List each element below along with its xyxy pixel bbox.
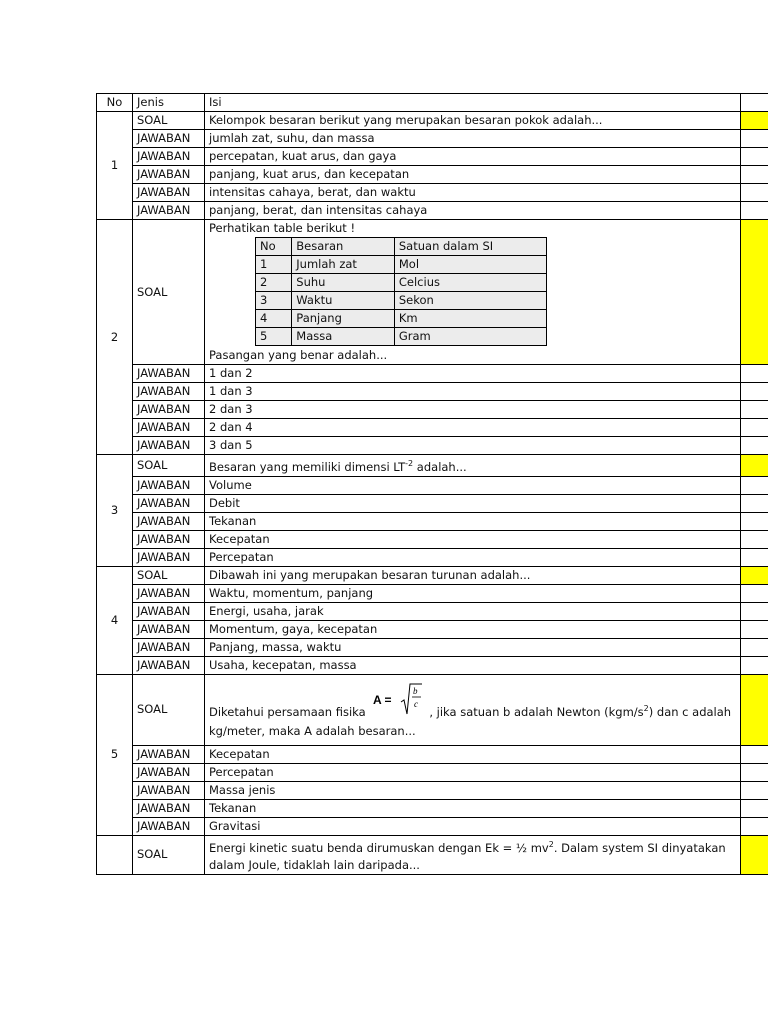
answer-key-cell[interactable] <box>741 419 768 437</box>
row-type: SOAL <box>133 455 205 477</box>
answer-key-cell[interactable] <box>741 512 768 530</box>
question-line: dalam Joule, tidaklah lain daripada... <box>209 857 420 872</box>
row-type: JAWABAN <box>133 419 205 437</box>
row-type: JAWABAN <box>133 602 205 620</box>
answer-key-cell[interactable] <box>741 638 768 656</box>
row-type: JAWABAN <box>133 548 205 566</box>
embedded-header-cell: Satuan dalam SI <box>394 238 546 256</box>
answer-key-cell[interactable] <box>741 401 768 419</box>
table-row <box>97 781 768 799</box>
question-number <box>97 835 133 874</box>
answer-text: 2 dan 3 <box>205 401 741 419</box>
embedded-cell: 2 <box>256 274 292 292</box>
question-text-part: . Dalam system SI dinyatakan <box>553 840 726 855</box>
question-number: 1 <box>97 112 133 220</box>
svg-text:A =: A = <box>373 692 392 707</box>
answer-key-cell[interactable] <box>741 365 768 383</box>
answer-text: jumlah zat, suhu, dan massa <box>205 130 741 148</box>
table-row <box>97 763 768 781</box>
row-type: JAWABAN <box>133 763 205 781</box>
answer-text: Kecepatan <box>205 745 741 763</box>
row-type: JAWABAN <box>133 620 205 638</box>
embedded-cell: Sekon <box>394 292 546 310</box>
question-text-part: , jika satuan b adalah Newton (kgm/s <box>429 704 644 719</box>
row-type: JAWABAN <box>133 383 205 401</box>
table-row <box>97 745 768 763</box>
question-text: Dibawah ini yang merupakan besaran turunan adalah... <box>205 566 741 584</box>
table-row <box>97 584 768 602</box>
embedded-cell: Mol <box>394 256 546 274</box>
question-number: 2 <box>97 220 133 455</box>
row-type: SOAL <box>133 112 205 130</box>
embedded-cell: 3 <box>256 292 292 310</box>
answer-key-cell[interactable] <box>741 584 768 602</box>
table-row <box>97 656 768 674</box>
table-row <box>97 166 768 184</box>
answer-key-cell[interactable] <box>741 602 768 620</box>
superscript: 2 <box>643 704 649 713</box>
question-text <box>205 674 741 745</box>
question-number: 3 <box>97 455 133 567</box>
answer-text: Kecepatan <box>205 530 741 548</box>
table-row <box>97 220 768 365</box>
table-row <box>97 512 768 530</box>
table-row <box>97 620 768 638</box>
answer-text: Momentum, gaya, kecepatan <box>205 620 741 638</box>
embedded-table-row <box>256 256 547 274</box>
embedded-cell: Gram <box>394 328 546 346</box>
table-row <box>97 383 768 401</box>
question-table <box>96 93 768 875</box>
row-type: JAWABAN <box>133 799 205 817</box>
answer-key-cell[interactable] <box>741 817 768 835</box>
answer-key-cell[interactable] <box>741 656 768 674</box>
table-row <box>97 202 768 220</box>
embedded-table-header <box>256 238 547 256</box>
embedded-cell: Suhu <box>292 274 395 292</box>
question-line <box>209 680 736 723</box>
embedded-table-row <box>256 292 547 310</box>
answer-text: intensitas cahaya, berat, dan waktu <box>205 184 741 202</box>
answer-text: Tekanan <box>205 799 741 817</box>
question-line: kg/meter, maka A adalah besaran... <box>209 723 416 738</box>
answer-key-cell[interactable] <box>741 166 768 184</box>
answer-text: panjang, berat, dan intensitas cahaya <box>205 202 741 220</box>
answer-text: panjang, kuat arus, dan kecepatan <box>205 166 741 184</box>
row-type: JAWABAN <box>133 184 205 202</box>
answer-key-cell[interactable] <box>741 763 768 781</box>
row-type: JAWABAN <box>133 148 205 166</box>
answer-key-cell[interactable] <box>741 674 768 745</box>
row-type: JAWABAN <box>133 745 205 763</box>
question-intro: Perhatikan table berikut ! <box>209 221 356 235</box>
table-row <box>97 799 768 817</box>
embedded-table <box>255 237 547 346</box>
table-row <box>97 419 768 437</box>
embedded-header-cell: No <box>256 238 292 256</box>
row-type: JAWABAN <box>133 130 205 148</box>
answer-text: Percepatan <box>205 763 741 781</box>
answer-text: 2 dan 4 <box>205 419 741 437</box>
answer-key-cell[interactable] <box>741 566 768 584</box>
embedded-cell: 5 <box>256 328 292 346</box>
answer-text: Volume <box>205 476 741 494</box>
answer-text: Percepatan <box>205 548 741 566</box>
answer-key-cell[interactable] <box>741 745 768 763</box>
table-row <box>97 638 768 656</box>
embedded-cell: Celcius <box>394 274 546 292</box>
header-no: No <box>97 94 133 112</box>
answer-key-cell[interactable] <box>741 383 768 401</box>
embedded-cell: 1 <box>256 256 292 274</box>
answer-key-cell[interactable] <box>741 799 768 817</box>
table-row <box>97 437 768 455</box>
embedded-cell: Massa <box>292 328 395 346</box>
row-type: SOAL <box>133 566 205 584</box>
header-key-cell[interactable] <box>741 94 768 112</box>
embedded-table-row <box>256 310 547 328</box>
answer-text: Massa jenis <box>205 781 741 799</box>
svg-text:b: b <box>413 685 418 696</box>
row-type: JAWABAN <box>133 512 205 530</box>
question-number: 4 <box>97 566 133 674</box>
answer-key-cell[interactable] <box>741 112 768 130</box>
question-text-part: adalah... <box>413 459 467 474</box>
sqrt-formula-icon <box>373 680 423 718</box>
row-type: JAWABAN <box>133 656 205 674</box>
question-text <box>205 455 741 477</box>
question-content <box>205 220 741 365</box>
answer-key-cell[interactable] <box>741 220 768 365</box>
embedded-table-row <box>256 328 547 346</box>
embedded-table-row <box>256 274 547 292</box>
answer-key-cell[interactable] <box>741 494 768 512</box>
table-row <box>97 602 768 620</box>
answer-key-cell[interactable] <box>741 130 768 148</box>
embedded-cell: Panjang <box>292 310 395 328</box>
question-number: 5 <box>97 674 133 835</box>
table-row <box>97 548 768 566</box>
question-sheet <box>96 93 768 929</box>
answer-text: percepatan, kuat arus, dan gaya <box>205 148 741 166</box>
row-type: SOAL <box>133 674 205 745</box>
answer-key-cell[interactable] <box>741 620 768 638</box>
question-text <box>205 835 741 874</box>
answer-key-cell[interactable] <box>741 437 768 455</box>
row-type: JAWABAN <box>133 437 205 455</box>
superscript: -2 <box>405 459 414 468</box>
question-text-part: Besaran yang memiliki dimensi LT <box>209 459 406 474</box>
question-text-part: ) dan c adalah <box>648 704 732 719</box>
answer-key-cell[interactable] <box>741 455 768 477</box>
row-type: JAWABAN <box>133 817 205 835</box>
embedded-header-cell: Besaran <box>292 238 395 256</box>
table-row <box>97 817 768 835</box>
row-type: JAWABAN <box>133 638 205 656</box>
header-jenis: Jenis <box>133 94 205 112</box>
question-text: Kelompok besaran berikut yang merupakan besaran pokok adalah... <box>205 112 741 130</box>
table-row <box>97 835 768 874</box>
row-type: SOAL <box>133 220 205 365</box>
table-row <box>97 184 768 202</box>
table-row <box>97 401 768 419</box>
header-row <box>97 94 768 112</box>
answer-key-cell[interactable] <box>741 530 768 548</box>
question-line <box>209 836 736 857</box>
answer-key-cell[interactable] <box>741 781 768 799</box>
table-row <box>97 112 768 130</box>
answer-text: Panjang, massa, waktu <box>205 638 741 656</box>
row-type: JAWABAN <box>133 530 205 548</box>
table-row <box>97 566 768 584</box>
answer-text: Debit <box>205 494 741 512</box>
table-row <box>97 148 768 166</box>
embedded-cell: Jumlah zat <box>292 256 395 274</box>
answer-text: 1 dan 2 <box>205 365 741 383</box>
row-type: JAWABAN <box>133 476 205 494</box>
answer-text: Waktu, momentum, panjang <box>205 584 741 602</box>
answer-key-cell[interactable] <box>741 835 768 874</box>
table-row <box>97 674 768 745</box>
answer-key-cell[interactable] <box>741 548 768 566</box>
header-isi: Isi <box>205 94 741 112</box>
row-type: JAWABAN <box>133 365 205 383</box>
answer-text: Gravitasi <box>205 817 741 835</box>
row-type: JAWABAN <box>133 584 205 602</box>
answer-text: 1 dan 3 <box>205 383 741 401</box>
table-row <box>97 365 768 383</box>
table-row <box>97 494 768 512</box>
svg-text:c: c <box>414 698 419 709</box>
table-row <box>97 130 768 148</box>
answer-key-cell[interactable] <box>741 148 768 166</box>
answer-text: Tekanan <box>205 512 741 530</box>
answer-key-cell[interactable] <box>741 476 768 494</box>
answer-text: Usaha, kecepatan, massa <box>205 656 741 674</box>
answer-key-cell[interactable] <box>741 202 768 220</box>
row-type: JAWABAN <box>133 401 205 419</box>
embedded-cell: Waktu <box>292 292 395 310</box>
row-type: SOAL <box>133 835 205 874</box>
question-text-part: Diketahui persamaan fisika <box>209 704 366 719</box>
row-type: JAWABAN <box>133 166 205 184</box>
row-type: JAWABAN <box>133 494 205 512</box>
table-row <box>97 530 768 548</box>
row-type: JAWABAN <box>133 781 205 799</box>
embedded-cell: 4 <box>256 310 292 328</box>
table-row <box>97 476 768 494</box>
answer-text: Energi, usaha, jarak <box>205 602 741 620</box>
row-type: JAWABAN <box>133 202 205 220</box>
table-row <box>97 455 768 477</box>
embedded-cell: Km <box>394 310 546 328</box>
formula-image <box>373 680 423 723</box>
question-text-part: Energi kinetic suatu benda dirumuskan dengan Ek = ½ mv <box>209 840 549 855</box>
answer-text: 3 dan 5 <box>205 437 741 455</box>
answer-key-cell[interactable] <box>741 184 768 202</box>
question-text: Pasangan yang benar adalah... <box>209 348 388 362</box>
superscript: 2 <box>548 839 554 849</box>
